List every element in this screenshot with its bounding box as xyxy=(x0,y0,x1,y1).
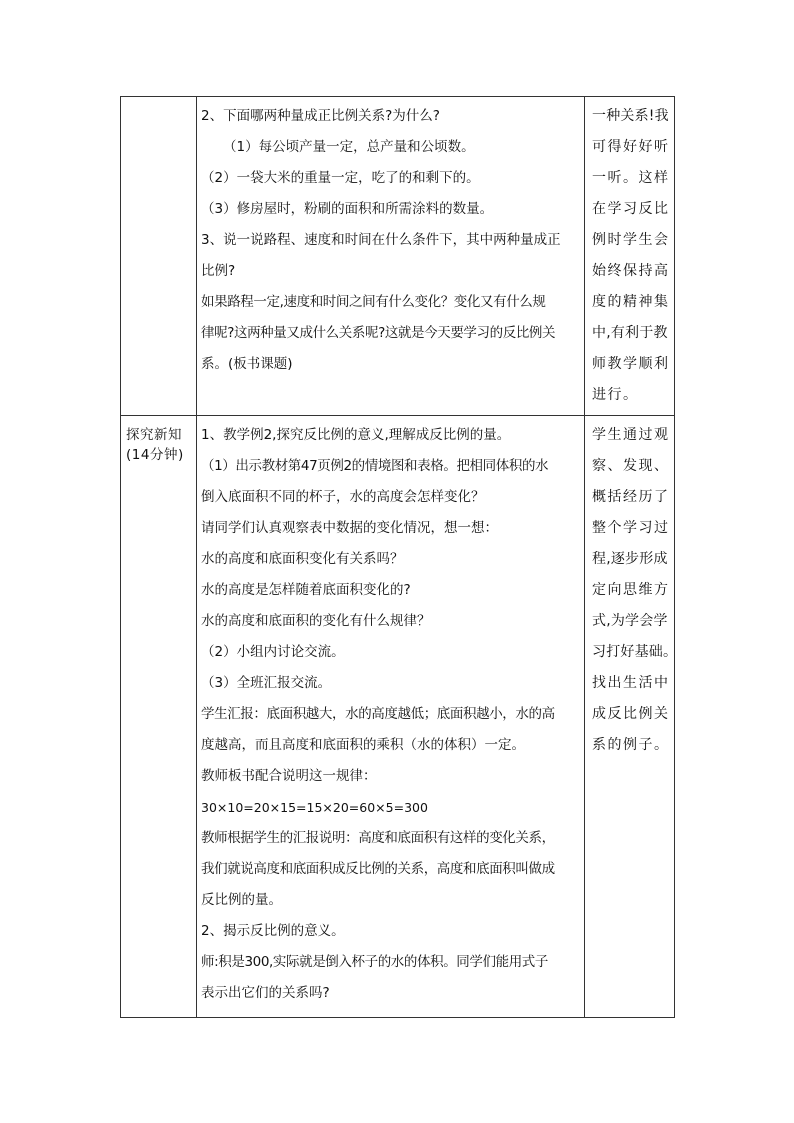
content-line: 表示出它们的关系吗? xyxy=(201,985,330,1001)
notes-cell xyxy=(585,97,675,416)
content-line: （3）修房屋时，粉刷的面积和所需涂料的数量。 xyxy=(201,201,494,217)
content-cell xyxy=(197,97,585,416)
note-line: 可得好好听 xyxy=(592,139,670,155)
stage-cell xyxy=(121,97,197,416)
content-line: 水的高度和底面积的变化有什么规律？ xyxy=(201,613,431,629)
stage-time: (14分钟) xyxy=(126,447,184,463)
content-line: 教师板书配合说明这一规律： xyxy=(201,768,377,784)
content-line: （1）每公顷产量一定，总产量和公顷数。 xyxy=(223,139,475,155)
note-line: 成反比例关 xyxy=(592,706,670,722)
notes-cell xyxy=(585,416,678,1018)
lesson-plan-table xyxy=(120,96,678,1018)
board-formula: 30×10=20×15=15×20=60×5=300 xyxy=(201,800,428,815)
note-line: 师教学顺利 xyxy=(592,356,670,372)
note-line: 度的精神集 xyxy=(592,294,670,310)
note-line: 始终保持高 xyxy=(592,263,670,279)
content-line: 请同学们认真观察表中数据的变化情况，想一想： xyxy=(201,520,498,536)
note-line: 式,为学会学 xyxy=(592,613,668,629)
content-line: 我们就说高度和底面积成反比例的关系，高度和底面积叫做成 xyxy=(201,861,555,877)
content-line: 律呢?这两种量又成什么关系呢?这就是今天要学习的反比例关 xyxy=(201,325,556,341)
note-line: 程,逐步形成 xyxy=(592,551,668,567)
note-line: 定向思维方 xyxy=(592,582,670,598)
note-line: 一种关系!我 xyxy=(592,108,669,124)
stage-cell xyxy=(121,416,197,1018)
stage-title: 探究新知 xyxy=(126,427,182,443)
content-line: 2、揭示反比例的意义。 xyxy=(201,923,345,939)
note-line: 例时学生会 xyxy=(592,232,670,248)
content-line: 师:积是300,实际就是倒入杯子的水的体积。同学们能用式子 xyxy=(201,954,549,970)
content-line: 比例? xyxy=(201,263,236,279)
note-line: 进行。 xyxy=(592,387,639,403)
content-line: 教师根据学生的汇报说明：高度和底面积有这样的变化关系， xyxy=(201,830,555,846)
note-line: 整个学习过 xyxy=(592,520,670,536)
note-line: 学生通过观 xyxy=(592,427,670,443)
content-line: 系。(板书课题) xyxy=(201,356,293,372)
content-line: （1）出示教材第47页例2的情境图和表格。把相同体积的水 xyxy=(201,458,549,474)
note-line: 概括经历了 xyxy=(592,489,670,505)
content-line: 反比例的量。 xyxy=(201,892,282,908)
table-row xyxy=(121,416,675,1018)
content-line: 学生汇报：底面积越大，水的高度越低；底面积越小，水的高 xyxy=(201,706,555,722)
content-line: （3）全班汇报交流。 xyxy=(201,675,332,691)
note-line: 习打好基础。 xyxy=(592,644,678,660)
note-line: 察、发现、 xyxy=(592,458,670,474)
note-line: 找出生活中 xyxy=(592,675,670,691)
table-row xyxy=(121,97,675,416)
note-line: 在学习反比 xyxy=(592,201,670,217)
content-line: 水的高度是怎样随着底面积变化的? xyxy=(201,582,411,598)
note-line: 中,有利于教 xyxy=(592,325,668,341)
content-line: 倒入底面积不同的杯子，水的高度会怎样变化？ xyxy=(201,489,485,505)
content-line: 1、教学例2,探究反比例的意义,理解成反比例的量。 xyxy=(201,427,511,443)
note-line: 系的例子。 xyxy=(592,737,670,753)
note-line: 一听。这样 xyxy=(592,170,670,186)
content-line: （2）小组内讨论交流。 xyxy=(201,644,345,660)
content-line: 度越高，而且高度和底面积的乘积（水的体积）一定。 xyxy=(201,737,525,753)
content-cell xyxy=(197,416,585,1018)
content-line: 3、说一说路程、速度和时间在什么条件下，其中两种量成正 xyxy=(201,232,561,248)
content-line: 水的高度和底面积变化有关系吗？ xyxy=(201,551,404,567)
content-line: 2、下面哪两种量成正比例关系?为什么? xyxy=(201,108,440,124)
content-line: （2）一袋大米的重量一定，吃了的和剩下的。 xyxy=(201,170,480,186)
content-line: 如果路程一定,速度和时间之间有什么变化？变化又有什么规 xyxy=(201,294,546,310)
